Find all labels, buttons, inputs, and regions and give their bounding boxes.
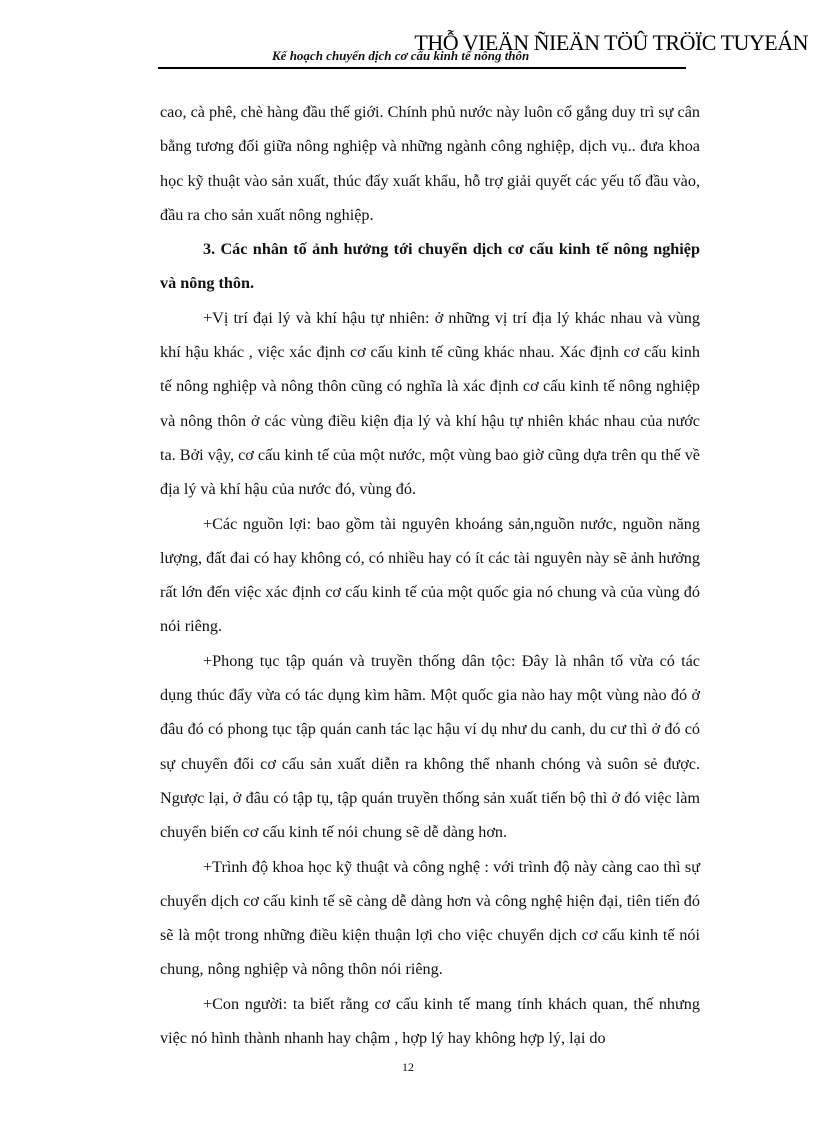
section-heading: 3. Các nhân tố ảnh hưởng tới chuyển dịch cơ cấu kinh tế nông nghiệp và nông thôn. bbox=[160, 240, 700, 293]
body-paragraph: +Con người: ta biết rằng cơ cấu kinh tế mang tính khách quan, thế nhưng việc nó hình thành nhanh hay chậm , hợp lý hay không hợp lý, lại do bbox=[160, 994, 700, 1048]
page-body bbox=[160, 95, 700, 1055]
body-paragraph: cao, cà phê, chè hàng đầu thế giới. Chính phủ nước này luôn cố gắng duy trì sự cân bằng tương đối giữa nông nghiệp và những ngành công nghiệp, dịch vụ.. đưa khoa học kỹ thuật vào sản xuất, thúc đẩy xuất khẩu, hỗ trợ giải quyết các yếu tố đầu vào, đầu ra cho sản xuất nông nghiệp. bbox=[160, 103, 700, 224]
body-paragraph: +Vị trí đại lý và khí hậu tự nhiên: ở những vị trí địa lý khác nhau và vùng khí hậu khác , việc xác định cơ cấu kinh tế cũng khác nhau. Xác định cơ cấu kinh tế nông nghiệp và nông thôn cũng có nghĩa là xác định cơ cấu kinh tế nông nghiệp và nông thôn ở các vùng điều kiện địa lý và khí hậu tự nhiên khác nhau của nước ta. Bởi vậy, cơ cấu kinh tế của một nước, một vùng bao giờ cũng dựa trên qu thế về địa lý và khí hậu của nước đó, vùng đó. bbox=[160, 308, 700, 499]
header-divider bbox=[158, 67, 686, 69]
body-paragraph: +Các nguồn lợi: bao gồm tài nguyên khoáng sản,nguồn nước, nguồn năng lượng, đất đai có hay không có, có nhiều hay có ít các tài nguyên này sẽ ảnh hưởng rất lớn đến việc xác định cơ cấu kinh tế của một quốc gia nó chung và của vùng đó nói riêng. bbox=[160, 514, 700, 636]
page-number: 12 bbox=[402, 1060, 414, 1074]
body-paragraph: +Trình độ khoa học kỹ thuật và công nghệ : với trình độ này càng cao thì sự chuyển dịch cơ cấu kinh tế sẽ càng dễ dàng hơn và công nghệ hiện đại, tiên tiến đó sẽ là một trong những điều kiện thuận lợi cho việc chuyển dịch cơ cấu kinh tế nói chung, nông nghiệp và nông thôn nói riêng. bbox=[160, 857, 700, 979]
library-watermark: THỖ VIEÄN ÑIEÄN TÖÛ TRÖÏC TUYEÁN bbox=[414, 30, 808, 55]
document-header-title: Kế hoạch chuyển dịch cơ cấu kinh tế nông thôn bbox=[272, 48, 530, 63]
body-paragraph: +Phong tục tập quán và truyền thống dân tộc: Đây là nhân tố vừa có tác dụng thúc đẩy vừa có tác dụng kìm hãm. Một quốc gia nào hay một vùng nào đó ở đâu đó có phong tục tập quán canh tác lạc hậu ví dụ như du canh, du cư thì ở đó có sự chuyển đổi cơ cấu sản xuất diễn ra không thể nhanh chóng và suôn sẻ được. Ngược lại, ở đâu có tập tụ, tập quán truyền thống sản xuất tiến bộ thì ở đó việc làm chuyển biến cơ cấu kinh tế nói chung sẽ dễ dàng hơn. bbox=[160, 651, 700, 842]
